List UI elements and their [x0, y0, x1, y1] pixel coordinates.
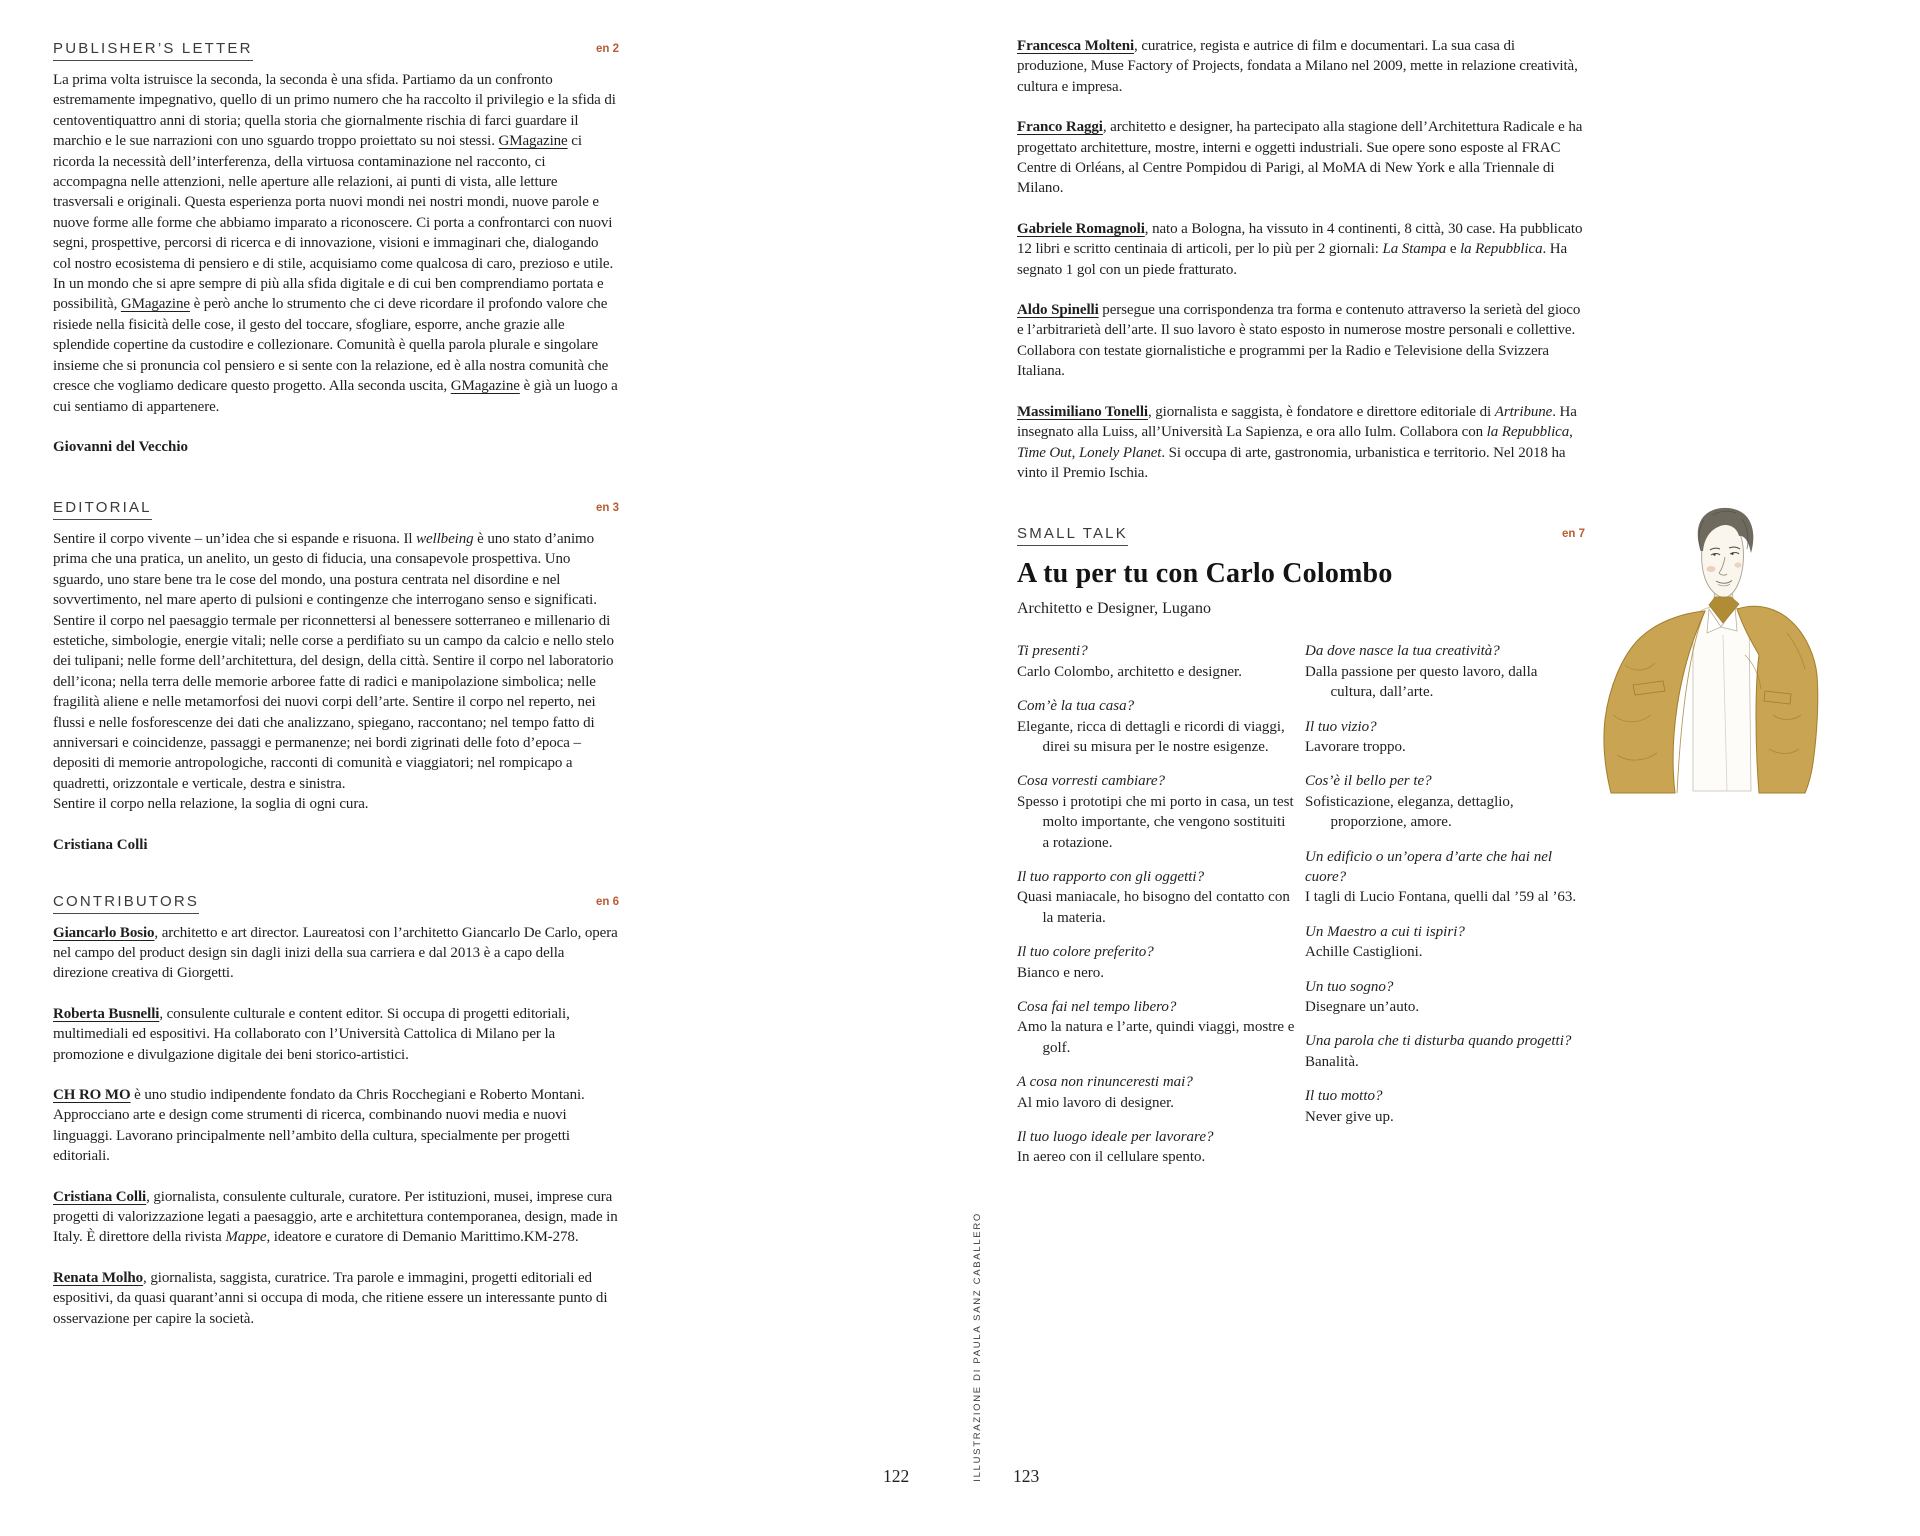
qa-answer: In aereo con il cellulare spento. — [1017, 1149, 1206, 1166]
qa-item — [1305, 717, 1585, 758]
qa-answer: Never give up. — [1305, 1108, 1394, 1125]
qa-answer: Bianco e nero. — [1017, 964, 1105, 981]
section-spacer — [53, 855, 619, 893]
small-talk-heading: SMALL TALK — [1017, 525, 1128, 546]
qa-answer: Al mio lavoro di designer. — [1017, 1094, 1175, 1111]
qa-question: Il tuo vizio? — [1305, 718, 1377, 735]
qa-item — [1305, 641, 1585, 702]
qa-question: Il tuo motto? — [1305, 1088, 1383, 1105]
publishers-letter-section — [53, 40, 619, 457]
contributors-heading: CONTRIBUTORS — [53, 893, 199, 914]
qa-question: Un Maestro a cui ti ispiri? — [1305, 923, 1465, 940]
qa-item — [1305, 771, 1585, 832]
qa-item — [1017, 997, 1295, 1058]
section-spacer — [53, 457, 619, 499]
qa-question: Il tuo luogo ideale per lavorare? — [1017, 1129, 1214, 1146]
qa-columns — [1017, 641, 1585, 1182]
qa-item — [1305, 922, 1585, 963]
translation-ref-marker-en6: en 6 — [595, 895, 619, 908]
qa-answer: Carlo Colombo, architetto e designer. — [1017, 663, 1242, 680]
page-number-right: 123 — [1013, 1466, 1040, 1486]
qa-column-2 — [1305, 641, 1585, 1182]
qa-item — [1017, 942, 1295, 983]
qa-question: Da dove nasce la tua creatività? — [1305, 643, 1500, 660]
article-subtitle: Architetto e Designer, Lugano — [1017, 600, 1211, 618]
qa-answer: Lavorare troppo. — [1305, 738, 1406, 755]
qa-item — [1017, 1072, 1295, 1113]
contributor-bio: Aldo Spinelli persegue una corrispondenza tra forma e contenuto attraverso la serietà del gioco e l’arbitrarietà dell’arte. Il suo lavoro è stato esposto in numerose mostre personali e collettive. Collabora con testate giornalistiche e programmi per la Radio e Televisione della Svizzera Italiana. — [1017, 302, 1581, 380]
small-talk-heading-row — [1017, 525, 1585, 546]
contributor-bio: Gabriele Romagnoli, nato a Bologna, ha vissuto in 4 continenti, 8 città, 30 case. Ha pubblicato 12 libri e scritto centinaia di articoli, per lo più per 2 giornali: La Stampa e la Repubblica. Ha segnato 1 gol con un piede fratturato. — [1017, 220, 1583, 278]
qa-question: Cos’è il bello per te? — [1305, 773, 1432, 790]
qa-answer: Quasi maniacale, ho bisogno del contatto con la materia. — [1017, 889, 1290, 926]
article-title: A tu per tu con Carlo Colombo — [1017, 558, 1393, 590]
page-number-left: 122 — [883, 1466, 910, 1486]
qa-item — [1017, 696, 1295, 757]
contributor-bio: Roberta Busnelli, consulente culturale e content editor. Si occupa di progetti editoriali, multimediali ed espositivi. Ha collaborato con l’Università Cattolica di Milano per la promozione e divulgazione digitale dei beni storico-artistici. — [53, 1005, 570, 1063]
qa-answer: Amo la natura e l’arte, quindi viaggi, mostre e golf. — [1017, 1019, 1295, 1056]
qa-answer: Banalità. — [1305, 1053, 1359, 1070]
qa-question: Un edificio o un’opera d’arte che hai nel cuore? — [1305, 848, 1553, 885]
contributor-bio: Cristiana Colli, giornalista, consulente culturale, curatore. Per istituzioni, musei, imprese cura progetti di valorizzazione legati a paesaggio, arte e architettura contemporanea, design, made in Italy. È direttore della rivista Mappe, ideatore e curatore di Demanio Marittimo.KM-278. — [53, 1188, 618, 1246]
qa-item — [1017, 641, 1295, 682]
qa-item — [1305, 1031, 1585, 1072]
publishers-letter-signature: Giovanni del Vecchio — [53, 438, 189, 455]
qa-answer: Dalla passione per questo lavoro, dalla cultura, dall’arte. — [1305, 663, 1538, 701]
editorial-final-line: Sentire il corpo nella relazione, la soglia di ogni cura. — [53, 796, 369, 813]
qa-question: Un tuo sogno? — [1305, 978, 1394, 995]
translation-ref-marker-en3: en 3 — [595, 501, 619, 514]
small-talk-section — [1017, 525, 1585, 1182]
man-in-mustard-jacket-illustration — [1597, 505, 1840, 795]
right-page — [1017, 36, 1585, 1182]
left-page — [53, 40, 619, 1349]
editorial-section — [53, 499, 619, 855]
contributor-bio: Giancarlo Bosio, architetto e art director. Laureatosi con l’architetto Giancarlo De Carlo, opera nel campo del product design sin dagli inizi della sua carriera e dal 2013 è a capo della direzione creativa di Giorgetti. — [53, 924, 618, 982]
qa-question: Com’è la tua casa? — [1017, 698, 1135, 715]
translation-ref-marker-en7: en 7 — [1561, 528, 1585, 541]
contributor-bio: CH RO MO è uno studio indipendente fondato da Chris Rocchegiani e Roberto Montani. Approcciano arte e design come strumenti di ricerca, combinando nuovi media e nuovi linguaggi. Lavorano principalmente nell’ambito della cultura, specialmente per progetti editoriali. — [53, 1087, 585, 1165]
qa-column-1 — [1017, 641, 1295, 1182]
contributor-bio: Massimiliano Tonelli, giornalista e saggista, è fondatore e direttore editoriale di Artribune. Ha insegnato alla Luiss, all’Università La Sapienza, e ora allo Iulm. Collabora con la Repubblica, Time Out, Lonely Planet. Si occupa di arte, gastronomia, urbanistica e territorio. Nel 2018 ha vinto il Premio Ischia. — [1017, 403, 1577, 481]
qa-question: Cosa vorresti cambiare? — [1017, 773, 1166, 790]
qa-item — [1305, 847, 1585, 908]
contributor-bio: Renata Molho, giornalista, saggista, curatrice. Tra parole e immagini, progetti editoriali ed espositivi, da quasi quarant’anni si occupa di moda, che ritiene essere un interessante punto di osservazione per capire la società. — [53, 1269, 608, 1327]
editorial-heading-row — [53, 499, 619, 520]
contributors-list-left — [53, 923, 619, 1330]
editorial-signature: Cristiana Colli — [53, 836, 148, 853]
contributor-bio: Franco Raggi, architetto e designer, ha partecipato alla stagione dell’Architettura Radicale e ha progettato architetture, mostre, interni e oggetti industriali. Sue opere sono esposte al FRAC Centre di Orléans, al Centre Pompidou di Parigi, al MoMA di New York e alla Triennale di Milano. — [1017, 119, 1583, 197]
qa-answer: Elegante, ricca di dettagli e ricordi di viaggi, direi su misura per le nostre esigenze. — [1017, 718, 1285, 755]
qa-question: A cosa non rinunceresti mai? — [1017, 1074, 1193, 1091]
qa-item — [1305, 977, 1585, 1018]
contributors-section — [53, 893, 619, 1330]
qa-question: Ti presenti? — [1017, 643, 1088, 660]
illustration-credit-text: ILLUSTRAZIONE DI PAULA SANZ CABALLERO — [972, 1212, 983, 1482]
publishers-letter-body: La prima volta istruisce la seconda, la seconda è una sfida. Partiamo da un confronto estremamente impegnativo, quello di un primo numero che ha raccolto il privilegio e la sfida di centoventiquattro anni di storia; quella storia che giornalmente rischia di farci guardare il marchio e le sue narrazioni con uno sguardo troppo proiettato su noi stessi. GMagazine ci ricorda la necessità dell’interferenza, della virtuosa contaminazione nel racconto, ci accompagna nelle attenzioni, nelle aperture alle relazioni, ai punti di vista, alle letture trasversali e originali. Questa esperienza porta nuovi mondi nei nostri mondi, nuove parole e nuove forme alle forme che abbiamo imparato a riconoscere. Ci porta a confrontarci con nuovi segni, prospettive, percorsi di ricerca e di innovazione, visioni e immaginari che, dialogando col nostro ecosistema di pensiero e di stile, acquisiamo come qualcosa di caro, prezioso e utile. In un mondo che si apre sempre di più alla sfida digitale e di cui ben comprendiamo portata e possibilità, GMagazine è però anche lo strumento che ci deve ricordare il profondo valore che risiede nella fisicità delle cose, il gesto del toccare, sfogliare, esporre, anche grazie alle splendide copertine da custodire e collezionare. Comunità è quella parola plurale e singolare insieme che si pronuncia col pensiero e si sente con la relazione, ed è alla nostra comunità che cresce che vogliamo dedicare questo progetto. Alla seconda uscita, GMagazine è già un luogo a cui sentiamo di appartenere. — [53, 72, 618, 415]
qa-item — [1305, 1086, 1585, 1127]
portrait-illustration — [1597, 505, 1840, 795]
qa-question: Una parola che ti disturba quando progetti? — [1305, 1033, 1572, 1050]
editorial-heading: EDITORIAL — [53, 499, 152, 520]
qa-question: Il tuo colore preferito? — [1017, 944, 1154, 961]
qa-item — [1017, 771, 1295, 853]
qa-question: Il tuo rapporto con gli oggetti? — [1017, 868, 1205, 885]
qa-item — [1017, 867, 1295, 928]
qa-item — [1017, 1127, 1295, 1168]
section-spacer — [1017, 503, 1585, 525]
illustration-credit — [972, 1212, 983, 1482]
qa-answer: Disegnare un’auto. — [1305, 999, 1420, 1015]
contributor-bio: Francesca Molteni, curatrice, regista e autrice di film e documentari. La sua casa di produzione, Muse Factory of Projects, fondata a Milano nel 2009, mette in relazione creatività, cultura e impresa. — [1017, 38, 1578, 95]
qa-answer: Sofisticazione, eleganza, dettaglio, proporzione, amore. — [1305, 793, 1514, 831]
qa-answer: I tagli di Lucio Fontana, quelli dal ’59 al ’63. — [1305, 889, 1577, 906]
publishers-letter-heading-row — [53, 40, 619, 61]
contributors-heading-row — [53, 893, 619, 914]
contributors-list-right — [1017, 36, 1585, 483]
qa-answer: Spesso i prototipi che mi porto in casa, un test molto importante, che vengono sostituiti a rotazione. — [1017, 793, 1294, 851]
qa-question: Cosa fai nel tempo libero? — [1017, 999, 1177, 1015]
publishers-letter-heading: PUBLISHER’S LETTER — [53, 40, 253, 61]
editorial-body: Sentire il corpo vivente – un’idea che si espande e risuona. Il wellbeing è uno stato d’animo prima che una pratica, un anelito, un gesto di fiducia, una consapevole prospettiva. Uno sguardo, uno stare bene tra le cose del mondo, una postura centrata nel disordine e nel sovvertimento, nel mare aperto di pulsioni e contingenze che interrogano senso e significati. Sentire il corpo nel paesaggio termale per riconnettersi al benessere sotterraneo e millenario di estetiche, simbologie, energie vitali; nelle corse a perdifiato su un campo da calcio e nello stelo dei tulipani; nelle forme dell’architettura, del design, della città. Sentire il corpo nel laboratorio dell’icona; nella terra delle memorie arboree fatte di radici e manipolazione simbolica; nelle fragilità aliene e nelle metamorfosi dei nuovi corpi dell’arte. Sentire il corpo nel reperto, nei flussi e nelle fosforescenze dei dati che analizzano, spiegano, raccontano; nel tempo fatto di anniversari e coincidenze, passaggi e permanenze; nei bordi zigrinati delle foto d’epoca – depositi di memorie antropologiche, racconti di comunità e viaggiatori; nel rompicapo a quadretti, orizzontale e verticale, destra e sinistra. — [53, 530, 614, 792]
translation-ref-marker-en2: en 2 — [595, 43, 619, 55]
qa-answer: Achille Castiglioni. — [1305, 944, 1423, 961]
